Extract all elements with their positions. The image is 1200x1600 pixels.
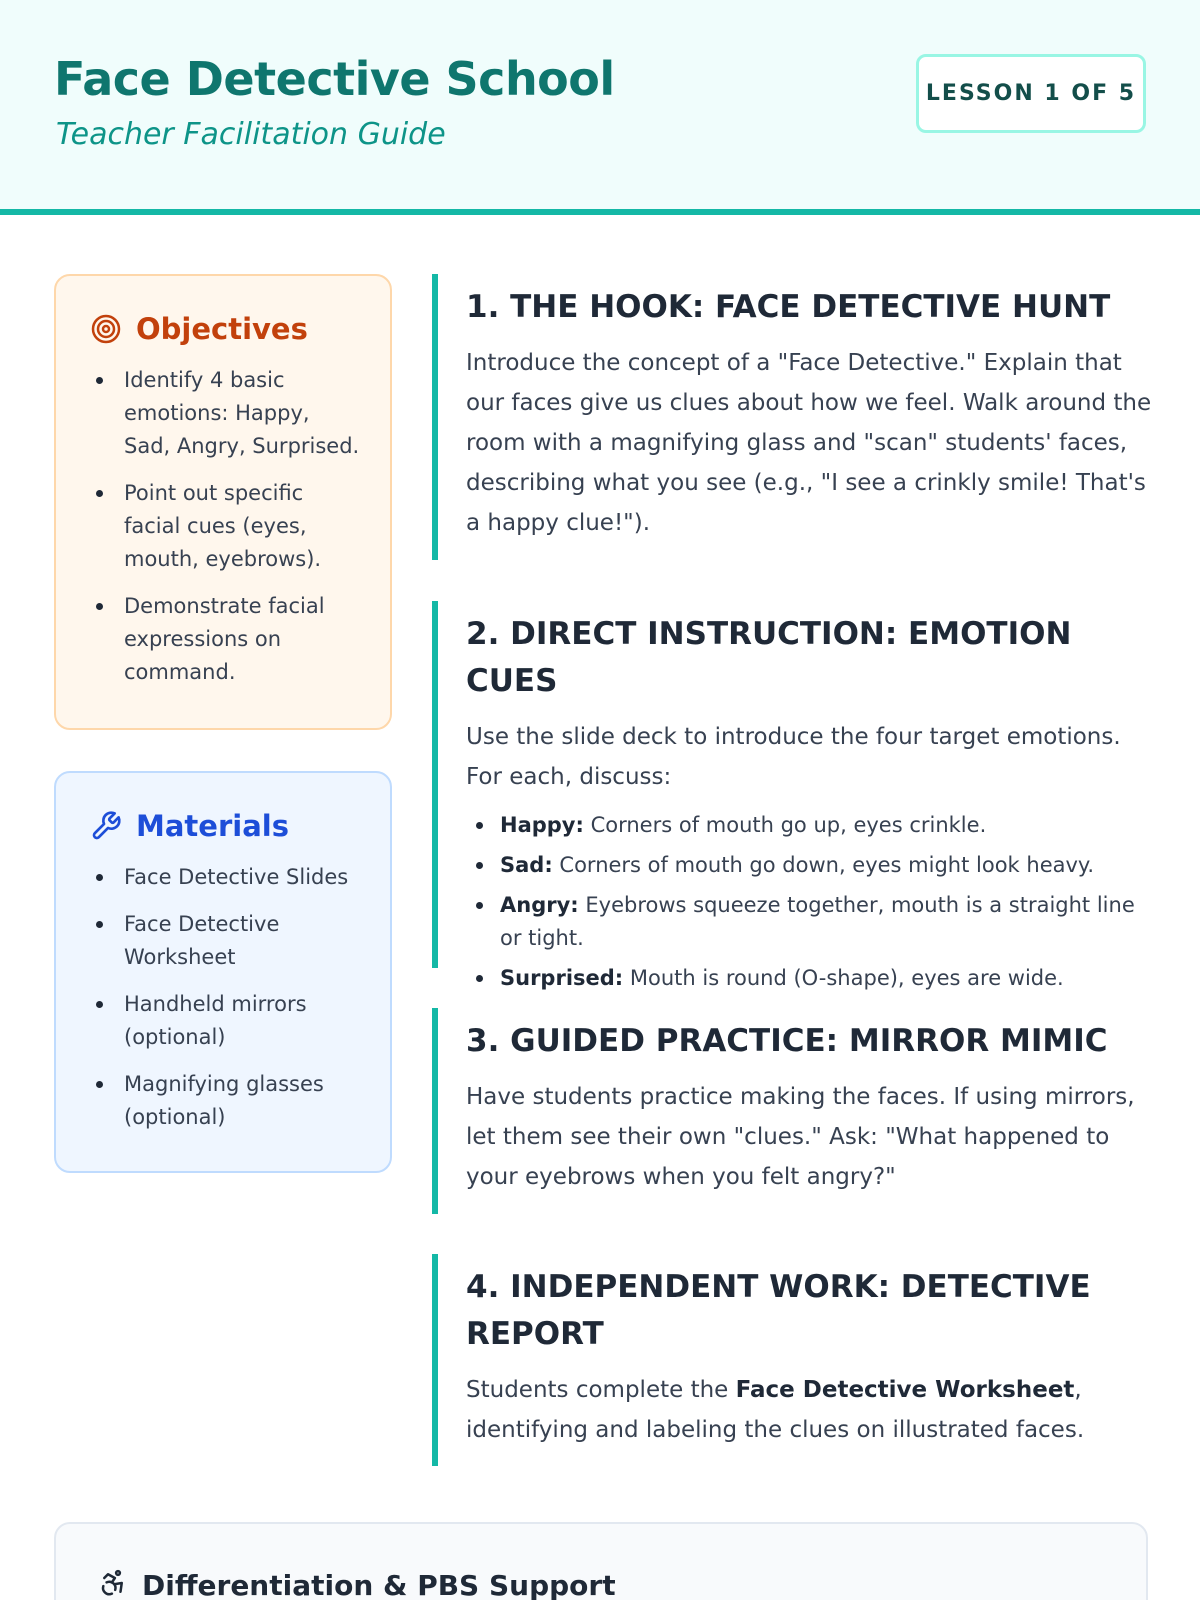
objective-item: Point out specific facial cues (eyes, mouth, eyebrows). <box>90 477 360 576</box>
emotion-cue-list <box>466 809 1152 995</box>
objectives-title: Objectives <box>136 312 308 346</box>
emotion-cue-item <box>466 962 1152 995</box>
emotion-cue-item <box>466 889 1152 955</box>
objective-item: Identify 4 basic emotions: Happy, Sad, Angry, Surprised. <box>90 364 360 463</box>
wrench-icon <box>90 810 122 842</box>
materials-card <box>54 771 392 1173</box>
materials-list <box>90 861 360 1134</box>
section-body: Use the slide deck to introduce the four target emotions. For each, discuss: <box>466 724 1121 790</box>
section-independent-work <box>432 1254 1152 1466</box>
emotion-cue-text: Eyebrows squeeze together, mouth is a straight line or tight. <box>500 893 1135 950</box>
objective-item: Demonstrate facial expressions on command. <box>90 590 360 689</box>
objectives-header <box>90 312 360 346</box>
objectives-card <box>54 274 392 730</box>
section-direct-instruction <box>432 601 1152 990</box>
differentiation-header <box>98 1568 616 1600</box>
section-body: Introduce the concept of a "Face Detective." Explain that our faces give us clues about how we feel. Walk around the room with a magnifying glass and "scan" students' faces, describing what you see (e.g., "I see a crinkly smile! That's a happy clue!"). <box>466 350 1152 536</box>
page-title: Face Detective School <box>54 52 615 106</box>
section-hook <box>432 274 1152 560</box>
page-subtitle: Teacher Facilitation Guide <box>56 117 446 152</box>
lesson-badge: LESSON 1 OF 5 <box>916 54 1146 133</box>
materials-header <box>90 809 360 843</box>
worksheet-name: Face Detective Worksheet <box>735 1377 1075 1403</box>
material-item: Handheld mirrors (optional) <box>90 988 360 1054</box>
materials-title: Materials <box>136 809 289 843</box>
emotion-cue-text: Corners of mouth go up, eyes crinkle. <box>590 813 987 837</box>
section-title: 2. DIRECT INSTRUCTION: EMOTION CUES <box>466 616 1072 699</box>
section-body <box>466 1370 1152 1450</box>
emotion-label: Surprised: <box>500 966 624 990</box>
emotion-label: Angry: <box>500 893 579 917</box>
emotion-cue-item <box>466 849 1152 882</box>
section-body-text: Students complete the <box>466 1377 729 1403</box>
material-item: Face Detective Slides <box>90 861 360 894</box>
accessibility-icon <box>98 1568 128 1600</box>
material-item: Face Detective Worksheet <box>90 908 360 974</box>
section-title: 3. GUIDED PRACTICE: MIRROR MIMIC <box>466 1023 1108 1059</box>
emotion-label: Happy: <box>500 813 584 837</box>
section-title: 4. INDEPENDENT WORK: DETECTIVE REPORT <box>466 1269 1091 1352</box>
differentiation-card <box>54 1522 1148 1600</box>
section-body: Have students practice making the faces. If using mirrors, let them see their own "clues." Ask: "What happened to your eyebrows when you felt angry?" <box>466 1084 1135 1190</box>
section-title: 1. THE HOOK: FACE DETECTIVE HUNT <box>466 289 1111 325</box>
emotion-cue-text: Mouth is round (O-shape), eyes are wide. <box>629 966 1064 990</box>
differentiation-title: Differentiation & PBS Support <box>142 1568 616 1600</box>
page-header <box>0 0 1200 215</box>
emotion-cue-item <box>466 809 1152 842</box>
target-icon <box>90 313 122 345</box>
objectives-list <box>90 364 360 689</box>
section-guided-practice <box>432 1008 1152 1214</box>
emotion-label: Sad: <box>500 853 553 877</box>
material-item: Magnifying glasses (optional) <box>90 1068 360 1134</box>
emotion-cue-text: Corners of mouth go down, eyes might look heavy. <box>559 853 1095 877</box>
section-body-text: , identifying and labeling the clues on illustrated faces. <box>466 1377 1085 1443</box>
